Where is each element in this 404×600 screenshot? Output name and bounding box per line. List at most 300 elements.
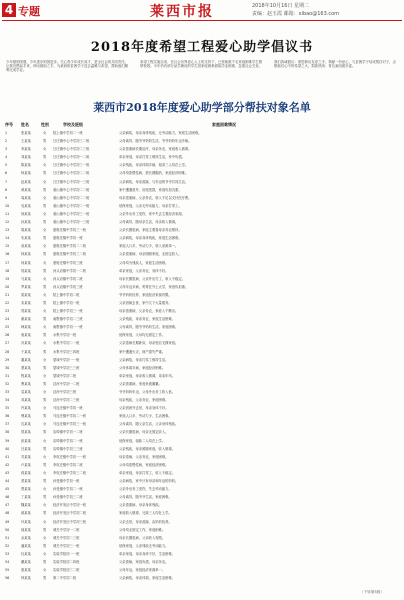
family-situation: 父亲患重病，家庭负债累累。 bbox=[119, 381, 162, 386]
family-situation: 父亲残疾，母亲务农，家庭生活困难。 bbox=[119, 317, 176, 322]
table-row bbox=[3, 153, 401, 161]
table-row bbox=[3, 307, 401, 315]
student-name: 叶某某 bbox=[21, 519, 31, 524]
school-class: 南墅镇中学初二三班 bbox=[53, 317, 83, 322]
row-number: 36 bbox=[5, 414, 10, 419]
student-name: 薛某某 bbox=[21, 511, 31, 516]
table-row bbox=[3, 348, 401, 356]
student-gender: 男 bbox=[43, 381, 47, 386]
row-number: 56 bbox=[5, 576, 10, 581]
intro-column-3: 我们真诚倡议：请您伸出友爱之手，奉献一份爱心，与贫困学子结成帮扶对子，点燃他们心中的希望之火。捐款热线：青岛莱西团市委。 bbox=[274, 60, 397, 69]
row-number: 47 bbox=[5, 503, 10, 508]
student-name: 蒋某某 bbox=[21, 470, 31, 475]
row-number: 49 bbox=[5, 519, 10, 524]
family-situation: 父亲患重病长期治疗，母亲务农，家庭收入微薄。 bbox=[119, 147, 192, 152]
school-class: 日庄镇中心中学初二二班 bbox=[53, 171, 90, 176]
table-row bbox=[3, 202, 401, 210]
student-name: 袁某某 bbox=[21, 390, 31, 394]
row-number: 43 bbox=[5, 470, 10, 475]
student-name: 蔡某某 bbox=[21, 479, 31, 484]
student-gender: 男 bbox=[43, 365, 47, 370]
student-name: 黄某某 bbox=[21, 187, 31, 192]
school-class: 院上镇中学初二一班 bbox=[53, 131, 83, 135]
table-row bbox=[3, 574, 401, 582]
student-gender: 女 bbox=[43, 487, 47, 492]
student-gender: 男 bbox=[43, 430, 47, 435]
student-name: 孙某某 bbox=[21, 220, 31, 225]
table-row bbox=[3, 275, 401, 283]
student-gender: 男 bbox=[43, 203, 47, 208]
family-situation: 低保家庭，父亲无劳动能力，母亲打零工。 bbox=[119, 203, 182, 208]
family-situation: 家庭人口多，劳动力少，生活困难。 bbox=[119, 414, 172, 419]
school-class: 姜山镇中心中学初二一班 bbox=[53, 203, 90, 208]
student-name: 夏某某 bbox=[21, 568, 31, 573]
student-gender: 男 bbox=[43, 576, 47, 581]
page-header bbox=[0, 0, 404, 22]
family-situation: 父母离异，随父亲生活，父亲身体残疾。 bbox=[119, 422, 179, 427]
table-row bbox=[3, 485, 401, 493]
family-situation: 父亲病故，母亲改嫁，与年迈的爷爷共同生活。 bbox=[119, 179, 189, 184]
student-gender: 男 bbox=[43, 349, 47, 354]
student-name: 曾某某 bbox=[21, 430, 31, 435]
row-number: 24 bbox=[5, 317, 10, 322]
student-gender: 男 bbox=[43, 398, 47, 403]
row-number: 2 bbox=[5, 139, 8, 144]
student-gender: 女 bbox=[43, 131, 47, 135]
table-row bbox=[3, 178, 401, 186]
school-class: 日庄镇中心中学初一二班 bbox=[53, 155, 90, 160]
family-situation: 父亲去世，母亲改嫁，由奶奶抚养。 bbox=[119, 519, 172, 524]
row-number: 28 bbox=[5, 349, 10, 354]
student-name: 戴某某 bbox=[21, 559, 31, 564]
row-number: 25 bbox=[5, 325, 10, 330]
family-situation: 家庭收入微薄，兄妹三人均在上学。 bbox=[119, 511, 172, 516]
family-situation: 母亲长期患病，父亲收入有限。 bbox=[119, 535, 166, 540]
family-situation: 父母均患慢性病，家庭经济困难。 bbox=[119, 462, 169, 467]
family-situation: 父母均患慢性病，需长期服药，家庭经济困难。 bbox=[119, 171, 189, 176]
student-gender: 男 bbox=[43, 236, 47, 241]
table-row bbox=[3, 234, 401, 242]
family-situation: 父亲残疾，母亲体弱多病，姐弟三人均在上学。 bbox=[119, 163, 189, 168]
student-gender: 男 bbox=[43, 543, 47, 548]
row-number: 42 bbox=[5, 462, 10, 467]
school-class: 马连庄镇中学初一班 bbox=[53, 406, 83, 411]
school-class: 水集中学初一班 bbox=[53, 333, 77, 338]
student-name: 梁某某 bbox=[21, 292, 31, 297]
school-class: 经济开发区中学初三班 bbox=[53, 519, 86, 524]
row-number: 55 bbox=[5, 568, 10, 573]
intro-column-1: 少年强则国强，少年进步则国进步。关心青少年成长成才，是全社会的共同责任。让我们携起手来，伸出援助之手，为莱西的贫困学子送去温暖与希望，帮助他们顺利完成学业。 bbox=[6, 60, 129, 73]
family-situation: 父母均无固定工作，家庭困难。 bbox=[119, 527, 166, 532]
student-gender: 女 bbox=[43, 325, 47, 330]
row-number: 10 bbox=[5, 203, 10, 208]
header-date: 2018年10月16日 星期二 bbox=[252, 3, 310, 9]
row-number: 22 bbox=[5, 300, 10, 305]
school-class: 马连庄镇中学初二一班 bbox=[53, 414, 86, 419]
school-class: 河头店镇中学初三班 bbox=[53, 284, 83, 289]
family-situation: 家中遭遇意外，房屋受损，家庭负担沉重。 bbox=[119, 187, 182, 192]
table-row bbox=[3, 267, 401, 275]
student-name: 高某某 bbox=[21, 244, 31, 249]
family-situation: 父母年迈，家庭经济来源单一。 bbox=[119, 568, 166, 573]
school-class: 望城中学初一一班 bbox=[53, 357, 80, 362]
student-gender: 女 bbox=[43, 519, 47, 524]
table-row bbox=[3, 145, 401, 153]
school-class: 实验学校初三二班 bbox=[53, 568, 80, 573]
family-situation: 父亲患病，家庭负债，母亲务农。 bbox=[119, 559, 169, 564]
row-number: 3 bbox=[5, 147, 8, 152]
student-gender: 男 bbox=[43, 414, 47, 419]
family-situation: 母亲残疾，父亲务农，家庭困难。 bbox=[119, 398, 169, 403]
school-class: 店埠镇中学初三三班 bbox=[53, 446, 83, 451]
page-number: 4 bbox=[2, 3, 16, 17]
family-situation: 单亲家庭，母亲打零工，收入不稳定。 bbox=[119, 470, 176, 475]
family-situation: 母亲长期患病，父亲外出打工，收入不稳定。 bbox=[119, 276, 185, 281]
table-row bbox=[3, 526, 401, 534]
student-gender: 男 bbox=[43, 171, 47, 176]
student-gender: 男 bbox=[43, 300, 47, 305]
family-situation: 父亲外出务工受伤，家中失去主要经济来源。 bbox=[119, 211, 185, 216]
student-gender: 女 bbox=[43, 195, 47, 200]
student-gender: 男 bbox=[43, 527, 47, 532]
row-number: 7 bbox=[5, 179, 8, 184]
row-number: 8 bbox=[5, 187, 8, 192]
school-class: 日庄镇中心中学初三二班 bbox=[53, 139, 90, 144]
school-class: 南墅镇中学初一一班 bbox=[53, 325, 83, 330]
table-row bbox=[3, 161, 401, 169]
table-row bbox=[3, 380, 401, 388]
table-row bbox=[3, 461, 401, 469]
table-row bbox=[3, 477, 401, 485]
school-class: 店埠镇中学初二一班 bbox=[53, 438, 83, 443]
student-name: 罗某某 bbox=[21, 284, 31, 289]
family-situation: 父亲病故，母亲打零工维持生活。 bbox=[119, 357, 169, 362]
table-row bbox=[3, 299, 401, 307]
family-situation: 父亲病故，母亲身体残疾，家庭生活困难。 bbox=[119, 236, 182, 241]
table-row bbox=[3, 396, 401, 404]
family-situation: 爷爷奶奶抚养，家庭经济来源有限。 bbox=[119, 292, 172, 297]
student-name: 朱某某 bbox=[21, 236, 31, 241]
table-row bbox=[3, 364, 401, 372]
table-row bbox=[3, 226, 401, 234]
student-gender: 男 bbox=[43, 268, 47, 273]
row-number: 53 bbox=[5, 551, 10, 556]
family-situation: 爷爷奶奶年迈，父母外出务工收入低。 bbox=[119, 390, 176, 394]
row-number: 37 bbox=[5, 422, 10, 427]
family-situation: 父亲患病长期卧床，母亲独自支撑家庭。 bbox=[119, 341, 179, 346]
student-name: 潘某某 bbox=[21, 543, 31, 548]
row-number: 34 bbox=[5, 398, 10, 403]
student-name: 刘某某 bbox=[21, 155, 31, 160]
table-row bbox=[3, 412, 401, 420]
student-gender: 女 bbox=[43, 568, 47, 573]
student-gender: 女 bbox=[43, 357, 47, 362]
row-number: 54 bbox=[5, 559, 10, 564]
student-name: 董某某 bbox=[21, 357, 31, 362]
student-gender: 男 bbox=[43, 155, 47, 160]
student-gender: 女 bbox=[43, 422, 47, 427]
student-gender: 女 bbox=[43, 341, 47, 346]
student-gender: 女 bbox=[43, 454, 47, 459]
list-title: 莱西市2018年度爱心助学部分帮扶对象名单 bbox=[93, 101, 311, 114]
school-class: 经济开发区中学初一班 bbox=[53, 503, 86, 508]
column-header-situation: 家庭困难情况 bbox=[212, 122, 236, 127]
school-class: 实验学校初二四班 bbox=[53, 559, 80, 564]
family-situation: 父母体弱多病，家庭经济困难。 bbox=[119, 365, 166, 370]
table-row bbox=[3, 542, 401, 550]
student-name: 郑某某 bbox=[21, 309, 31, 314]
student-gender: 男 bbox=[43, 333, 47, 338]
student-gender: 男 bbox=[43, 284, 47, 289]
column-header-school: 学校及班级 bbox=[63, 122, 83, 127]
row-number: 52 bbox=[5, 543, 10, 548]
school-class: 经济开发区中学初二班 bbox=[53, 511, 86, 516]
school-class: 实验学校初一一班 bbox=[53, 551, 80, 556]
school-class: 院上镇中学初一班 bbox=[53, 300, 80, 305]
family-situation: 家中遭遇火灾，财产损失严重。 bbox=[119, 349, 166, 354]
school-class: 望城中学初二班 bbox=[53, 373, 77, 378]
table-row bbox=[3, 186, 401, 194]
table-row bbox=[3, 453, 401, 461]
student-gender: 女 bbox=[43, 260, 47, 265]
student-name: 于某某 bbox=[21, 349, 31, 354]
school-class: 河头店镇中学初二班 bbox=[53, 276, 83, 281]
student-name: 魏某某 bbox=[21, 503, 31, 508]
student-name: 李某某 bbox=[21, 147, 31, 152]
student-gender: 女 bbox=[43, 211, 47, 216]
student-gender: 女 bbox=[43, 228, 47, 233]
family-situation: 母亲患重病，父亲务农，收入不足以支付医疗费。 bbox=[119, 195, 192, 200]
student-name: 宋某某 bbox=[21, 300, 31, 305]
student-gender: 女 bbox=[43, 535, 47, 540]
school-class: 马连庄镇中学初三一班 bbox=[53, 422, 86, 427]
school-class: 孙受镇中学初三二班 bbox=[53, 495, 83, 500]
student-gender: 男 bbox=[43, 559, 47, 564]
family-situation: 低保家庭，父亲残疾无劳动能力。 bbox=[119, 543, 169, 548]
row-number: 23 bbox=[5, 309, 10, 314]
student-name: 萧某某 bbox=[21, 365, 31, 370]
row-number: 51 bbox=[5, 535, 10, 540]
table-row bbox=[3, 518, 401, 526]
school-class: 孙受镇中学初二一班 bbox=[53, 487, 83, 492]
row-number: 4 bbox=[5, 155, 8, 160]
student-name: 钟某某 bbox=[21, 576, 31, 581]
table-row bbox=[3, 469, 401, 477]
table-row bbox=[3, 550, 401, 558]
student-name: 丁某某 bbox=[21, 495, 31, 500]
row-number: 48 bbox=[5, 511, 10, 516]
row-number: 41 bbox=[5, 454, 10, 459]
row-number: 44 bbox=[5, 479, 10, 484]
family-situation: 单亲家庭，母亲身体不好，生活困难。 bbox=[119, 551, 176, 556]
student-name: 吴某某 bbox=[21, 203, 31, 208]
row-number: 16 bbox=[5, 252, 10, 257]
school-class: 第二中学初二班 bbox=[53, 576, 77, 581]
table-row bbox=[3, 137, 401, 145]
student-name: 徐某某 bbox=[21, 211, 31, 216]
student-name: 郭某某 bbox=[21, 268, 31, 273]
table-row bbox=[3, 388, 401, 396]
row-number: 31 bbox=[5, 373, 10, 378]
row-number: 15 bbox=[5, 244, 10, 249]
table-row bbox=[3, 129, 401, 137]
student-name: 许某某 bbox=[21, 406, 31, 411]
table-row bbox=[3, 372, 401, 380]
family-situation: 父亲长期患病，母亲无固定收入。 bbox=[119, 430, 169, 435]
student-name: 马某某 bbox=[21, 276, 31, 281]
family-situation: 父亲病故，家中只有母亲和年迈的奶奶。 bbox=[119, 479, 179, 484]
table-row bbox=[3, 437, 401, 445]
school-class: 水集中学初二一班 bbox=[53, 341, 80, 346]
student-name: 王某某 bbox=[21, 139, 31, 144]
family-situation: 父亲残疾，母亲照顾家庭，收入微薄。 bbox=[119, 446, 176, 451]
student-gender: 女 bbox=[43, 438, 47, 443]
row-number: 6 bbox=[5, 171, 8, 176]
student-gender: 男 bbox=[43, 511, 47, 516]
student-name: 彭某某 bbox=[21, 438, 31, 443]
school-class: 夏格庄镇中学初三二班 bbox=[53, 252, 86, 257]
student-name: 苏某某 bbox=[21, 454, 31, 459]
student-name: 韩某某 bbox=[21, 325, 31, 330]
table-row bbox=[3, 194, 401, 202]
column-header-gender: 性别 bbox=[41, 122, 49, 127]
row-number: 5 bbox=[5, 163, 8, 168]
family-situation: 父母离异，随母亲生活，母亲收入微薄。 bbox=[119, 220, 179, 225]
table-row bbox=[3, 331, 401, 339]
row-number: 32 bbox=[5, 381, 10, 386]
table-row bbox=[3, 445, 401, 453]
school-class: 姜山镇中心中学初三一班 bbox=[53, 211, 90, 216]
table-row bbox=[3, 339, 401, 347]
student-gender: 女 bbox=[43, 292, 47, 297]
school-class: 城关中学初三一班 bbox=[53, 543, 80, 548]
family-situation: 单亲家庭，母亲收入微薄，弟弟年幼。 bbox=[119, 373, 176, 378]
school-class: 姜山镇中心中学初二二班 bbox=[53, 187, 90, 192]
row-number: 9 bbox=[5, 195, 8, 200]
school-class: 日庄镇中心中学初三一班 bbox=[53, 163, 90, 168]
student-name: 贾某某 bbox=[21, 487, 31, 492]
table-row bbox=[3, 509, 401, 517]
student-gender: 女 bbox=[43, 244, 47, 249]
table-row bbox=[3, 291, 401, 299]
family-situation: 父母均为残疾人，家庭生活困难。 bbox=[119, 260, 169, 265]
student-name: 唐某某 bbox=[21, 333, 31, 338]
family-situation: 父母离异，随爷爷奶奶生活，家庭困难。 bbox=[119, 325, 179, 330]
family-situation: 母亲患病，父亲务农，家庭困难。 bbox=[119, 454, 169, 459]
table-row bbox=[3, 315, 401, 323]
row-number: 1 bbox=[5, 131, 8, 135]
student-name: 卢某某 bbox=[21, 462, 31, 467]
family-situation: 父母离异，随爷爷奶奶生活，爷爷奶奶年迈多病。 bbox=[119, 139, 192, 144]
student-name: 程某某 bbox=[21, 373, 31, 378]
table-row bbox=[3, 323, 401, 331]
row-number: 17 bbox=[5, 260, 10, 265]
student-gender: 男 bbox=[43, 317, 47, 322]
row-number: 39 bbox=[5, 438, 10, 443]
table-row bbox=[3, 404, 401, 412]
family-situation: 父亲患重病，母亲身体残疾。 bbox=[119, 503, 162, 508]
row-number: 13 bbox=[5, 228, 10, 233]
school-class: 日庄镇中心中学初一三班 bbox=[53, 179, 90, 184]
student-gender: 女 bbox=[43, 373, 47, 378]
student-gender: 男 bbox=[43, 220, 47, 225]
intro-column-2: 希望工程实施以来，在社会各界爱心人士的支持下，已资助数千名家庭困难学生圆梦校园。今年仍有部分品学兼优的学生因家庭困难面临学业困境，急需社会关爱。 bbox=[140, 60, 263, 69]
row-number: 46 bbox=[5, 495, 10, 500]
table-row bbox=[3, 242, 401, 250]
table-row bbox=[3, 218, 401, 226]
school-class: 李权庄镇中学初三二班 bbox=[53, 470, 86, 475]
student-name: 谢某某 bbox=[21, 317, 31, 322]
row-number: 27 bbox=[5, 341, 10, 346]
student-name: 何某某 bbox=[21, 260, 31, 265]
school-class: 夏格庄镇中学初二二班 bbox=[53, 244, 86, 249]
student-name: 杜某某 bbox=[21, 551, 31, 556]
student-gender: 女 bbox=[43, 276, 47, 281]
row-number: 45 bbox=[5, 487, 10, 492]
student-name: 曹某某 bbox=[21, 381, 31, 386]
student-gender: 女 bbox=[43, 147, 47, 152]
school-class: 城关中学初二三班 bbox=[53, 535, 80, 540]
row-number: 19 bbox=[5, 276, 10, 281]
student-name: 沈某某 bbox=[21, 422, 31, 427]
student-name: 胡某某 bbox=[21, 228, 31, 233]
row-number: 21 bbox=[5, 292, 10, 297]
school-class: 沽河中学初三班 bbox=[53, 390, 77, 394]
table-row bbox=[3, 420, 401, 428]
family-situation: 母亲患重病，父亲务农，家庭入不敷出。 bbox=[119, 309, 179, 314]
student-name: 余某某 bbox=[21, 535, 31, 540]
family-situation: 单亲家庭，母亲打零工维持生活，家中负债。 bbox=[119, 155, 185, 160]
school-class: 沽河中学初二三班 bbox=[53, 398, 80, 403]
table-row bbox=[3, 169, 401, 177]
table-row bbox=[3, 210, 401, 218]
row-number: 18 bbox=[5, 268, 10, 273]
school-class: 店埠镇中学初一二班 bbox=[53, 430, 83, 435]
row-number: 11 bbox=[5, 211, 10, 216]
school-class: 院上镇中学初二班 bbox=[53, 292, 80, 297]
table-row bbox=[3, 428, 401, 436]
student-gender: 男 bbox=[43, 446, 47, 451]
student-name: 陈某某 bbox=[21, 163, 31, 168]
student-name: 杨某某 bbox=[21, 171, 31, 176]
article-title: 2018年度希望工程爱心助学倡议书 bbox=[90, 40, 314, 55]
masthead: 莱西市报 bbox=[150, 4, 214, 20]
column-header-name: 姓名 bbox=[21, 122, 29, 127]
student-gender: 男 bbox=[43, 187, 47, 192]
continued-note: （下转第5版） bbox=[360, 590, 384, 594]
family-situation: 父亲病故，母亲体弱，家庭生活困难。 bbox=[119, 576, 176, 581]
school-class: 城关中学初一二班 bbox=[53, 527, 80, 532]
table-row bbox=[3, 566, 401, 574]
family-situation: 低保家庭，姐妹二人均在上学。 bbox=[119, 438, 166, 443]
family-situation: 父亲病故，母亲身体残疾，无劳动能力，家庭生活困难。 bbox=[119, 131, 202, 135]
school-class: 夏格庄镇中学初三一班 bbox=[53, 228, 86, 233]
family-situation: 家庭人口多，劳动力少，收入来源单一。 bbox=[119, 244, 179, 249]
family-situation: 父母离异，随爷爷生活，家庭困难。 bbox=[119, 495, 172, 500]
student-gender: 女 bbox=[43, 390, 47, 394]
school-class: 夏格庄镇中学初一班 bbox=[53, 236, 83, 241]
school-class: 河头店镇中学初一二班 bbox=[53, 268, 86, 273]
row-number: 20 bbox=[5, 284, 10, 289]
school-class: 孙受镇中学初一班 bbox=[53, 479, 80, 484]
student-name: 周某某 bbox=[21, 195, 31, 200]
row-number: 14 bbox=[5, 236, 10, 241]
student-gender: 女 bbox=[43, 179, 47, 184]
student-gender: 女 bbox=[43, 551, 47, 556]
row-number: 50 bbox=[5, 527, 10, 532]
family-situation: 父亲外出务工受伤，失去劳动能力。 bbox=[119, 487, 172, 492]
student-gender: 女 bbox=[43, 503, 47, 508]
